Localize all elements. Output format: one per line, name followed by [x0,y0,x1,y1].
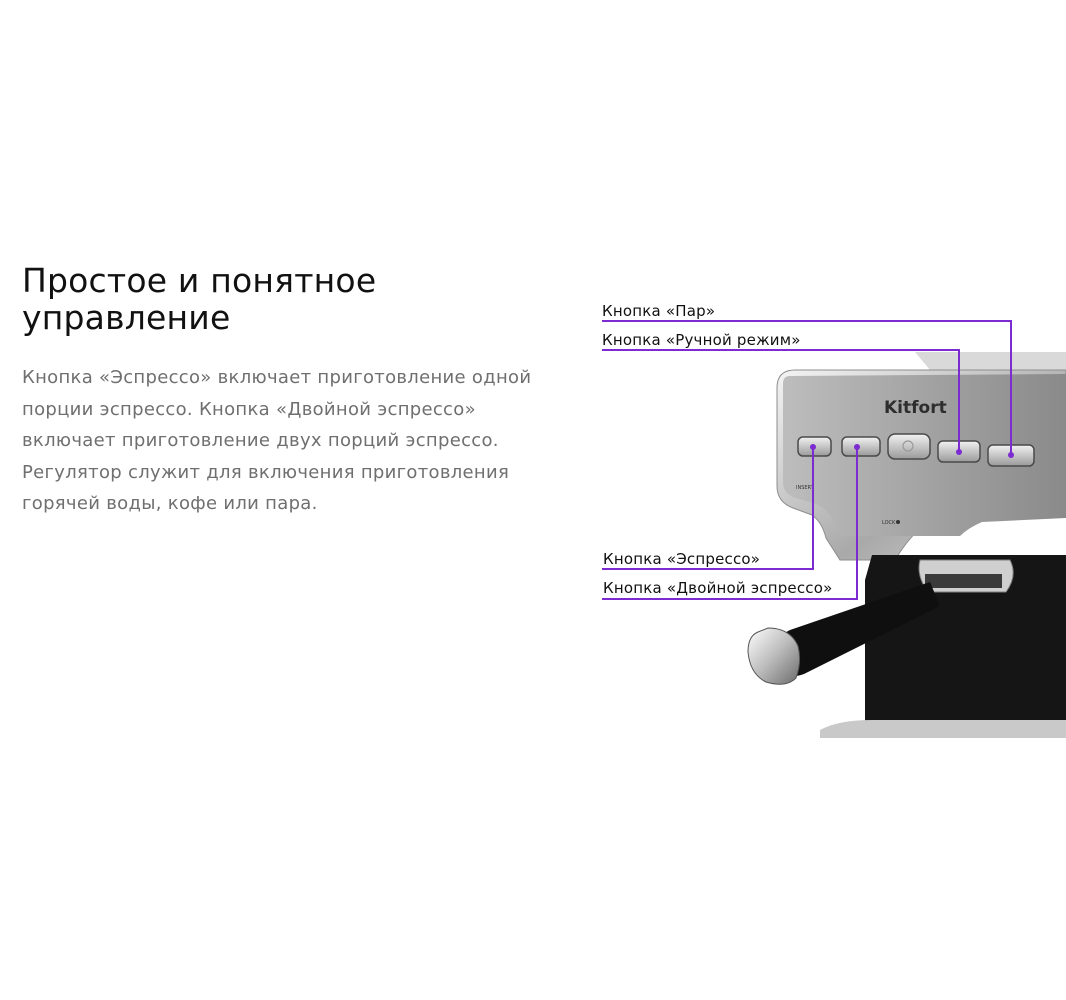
coffee-machine-figure [590,290,1066,750]
machine-top-rim [915,352,1066,370]
drip-tray [820,720,1066,738]
section-heading [22,262,542,336]
double-espresso-button [842,437,880,456]
heading-line-2: управление [22,298,231,337]
portafilter-basket [925,574,1002,588]
callout-double-espresso: Кнопка «Двойной эспрессо» [603,579,833,597]
power-button [888,434,930,459]
callout-espresso: Кнопка «Эспрессо» [603,550,761,568]
brand-logo: Kitfort [884,398,947,418]
lock-label: LOCK [882,520,896,526]
handle-cap [748,628,800,684]
lock-indicator [896,520,900,524]
heading-line-1: Простое и понятное [22,261,377,300]
insert-label: INSERT [796,485,814,491]
callout-manual-mode: Кнопка «Ручной режим» [602,331,801,349]
callout-steam: Кнопка «Пар» [602,302,716,320]
section-description: Кнопка «Эспрессо» включает приготовление одной порции эспрессо. Кнопка «Двойной эспрессо» включает приготовление двух порций эспрессо. Регулятор служит для включения приготовления горячей воды, кофе или пара. [22,367,532,514]
coffee-machine-illustration [590,290,1066,750]
